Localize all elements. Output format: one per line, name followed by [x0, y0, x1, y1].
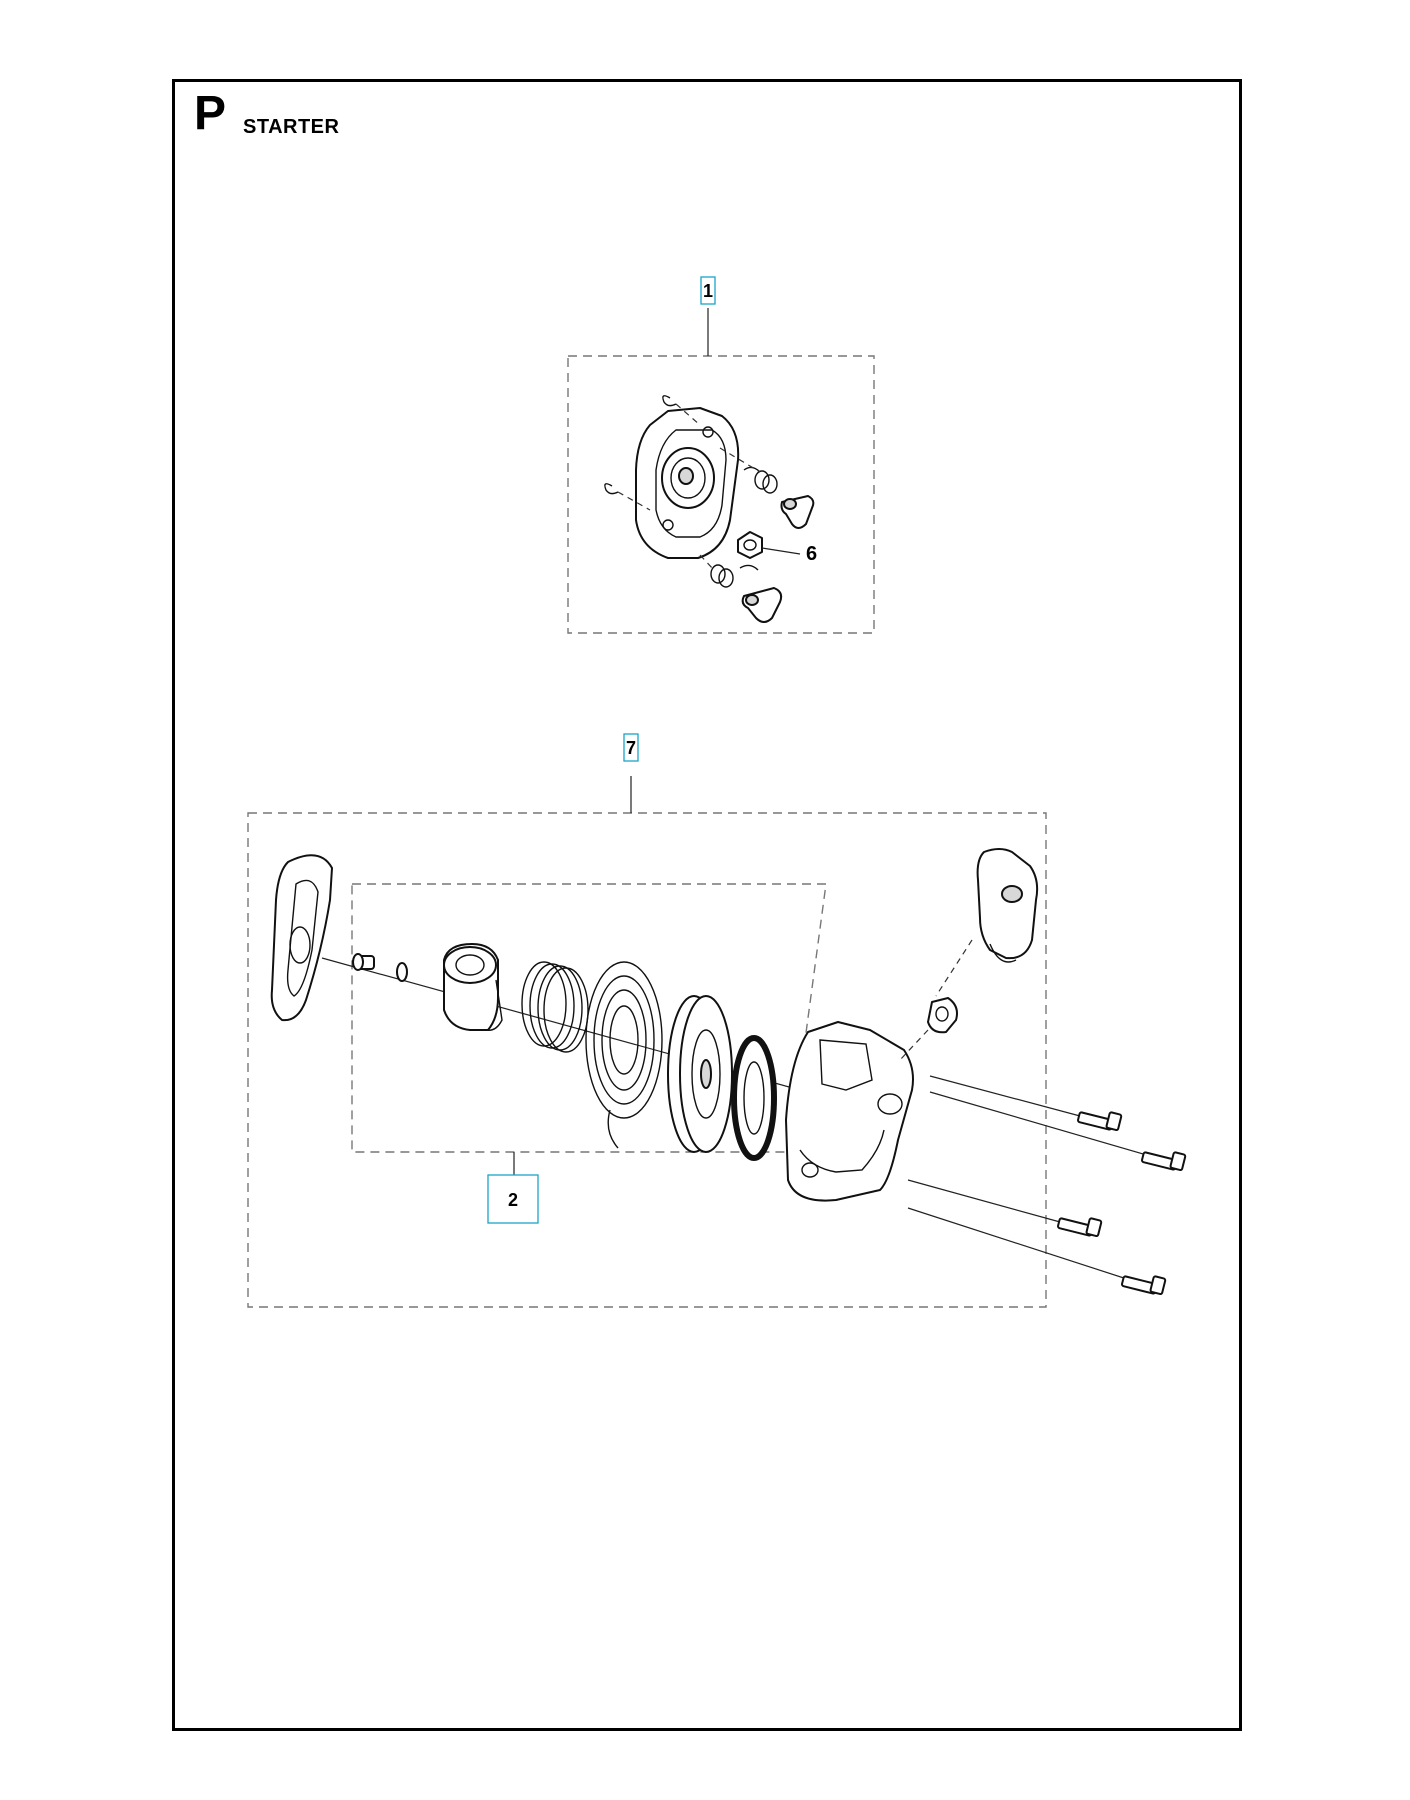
starter-housing [786, 1022, 913, 1201]
e-clip-left [605, 484, 618, 494]
housing-screw-4 [1122, 1276, 1166, 1294]
starter-handle [978, 849, 1038, 962]
housing-screw-3 [1058, 1218, 1102, 1236]
callout-6-label: 6 [806, 543, 818, 565]
callout-6-leader [762, 548, 800, 554]
hub-nut [738, 532, 762, 558]
callout-2-label: 2 [507, 1190, 519, 1210]
pulley-washer [397, 963, 407, 981]
starter-pawl-hub [636, 408, 738, 558]
handle-grommet [928, 998, 957, 1032]
starter-assembly-group [248, 734, 1186, 1307]
pawl-spring-upper [744, 467, 777, 493]
housing-screw-1 [1078, 1112, 1122, 1130]
starter-plate [272, 855, 332, 1020]
recoil-spring-coil [522, 962, 588, 1052]
seal-ring [734, 1038, 774, 1158]
recoil-spring-flat [586, 962, 662, 1148]
section-title: STARTER [243, 116, 340, 138]
rope-pulley [668, 996, 732, 1152]
pulley-hub [444, 944, 502, 1030]
pulley-screw [353, 954, 374, 970]
housing-screw-2 [1142, 1152, 1186, 1170]
e-clip-top [663, 396, 676, 406]
pawl-spring-lower [711, 565, 758, 587]
callout-1-label: 1 [702, 281, 714, 301]
section-letter: P [194, 87, 227, 140]
pawl-assembly-group [568, 277, 874, 633]
callout-7-label: 7 [625, 738, 637, 758]
starter-assembly-boundary [248, 813, 1046, 1307]
